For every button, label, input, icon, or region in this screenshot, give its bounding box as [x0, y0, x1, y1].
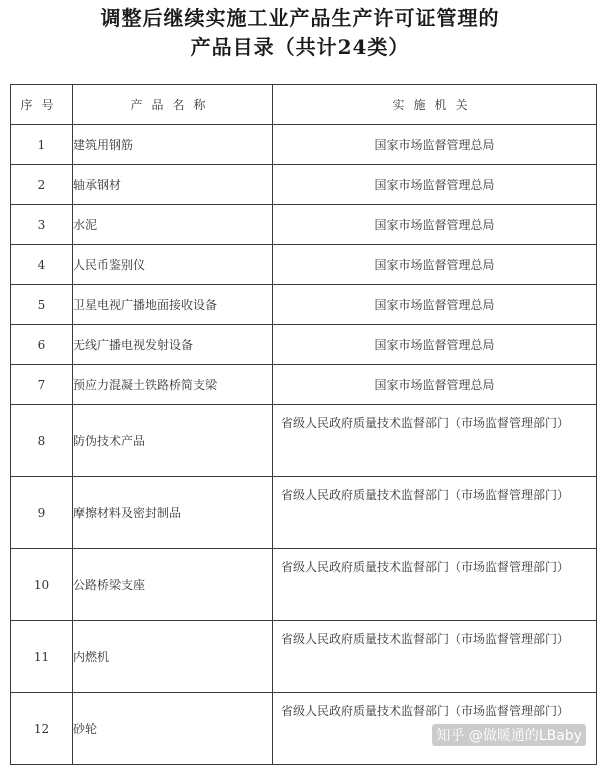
row-number: 2 — [11, 165, 73, 205]
row-number: 1 — [11, 125, 73, 165]
row-agency: 国家市场监督管理总局 — [273, 285, 597, 325]
row-agency: 省级人民政府质量技术监督部门（市场监督管理部门） — [273, 477, 597, 549]
row-number: 3 — [11, 205, 73, 245]
row-number: 11 — [11, 621, 73, 693]
header-product-name: 产品名称 — [73, 85, 273, 125]
row-number: 12 — [11, 693, 73, 765]
title-line-1: 调整后继续实施工业产品生产许可证管理的 — [100, 6, 500, 30]
table-row — [11, 325, 597, 365]
table-row — [11, 285, 597, 325]
row-agency: 国家市场监督管理总局 — [273, 165, 597, 205]
row-product-name: 人民币鉴别仪 — [73, 245, 273, 285]
row-agency: 国家市场监督管理总局 — [273, 205, 597, 245]
table-row — [11, 549, 597, 621]
row-agency: 国家市场监督管理总局 — [273, 325, 597, 365]
document-title — [0, 4, 600, 62]
row-product-name: 轴承钢材 — [73, 165, 273, 205]
table-header-row — [11, 85, 597, 125]
table-row — [11, 621, 597, 693]
table-row — [11, 125, 597, 165]
row-product-name: 摩擦材料及密封制品 — [73, 477, 273, 549]
zhihu-watermark: 知乎 @做暖通的LBaby — [432, 724, 586, 746]
row-number: 10 — [11, 549, 73, 621]
row-agency: 省级人民政府质量技术监督部门（市场监督管理部门） — [273, 693, 597, 765]
row-number: 8 — [11, 405, 73, 477]
table-row — [11, 165, 597, 205]
row-product-name: 卫星电视广播地面接收设备 — [73, 285, 273, 325]
row-agency: 国家市场监督管理总局 — [273, 245, 597, 285]
table-row — [11, 205, 597, 245]
row-agency: 国家市场监督管理总局 — [273, 365, 597, 405]
row-number: 7 — [11, 365, 73, 405]
row-product-name: 防伪技术产品 — [73, 405, 273, 477]
table-row — [11, 365, 597, 405]
row-product-name: 水泥 — [73, 205, 273, 245]
title-line-2: 产品目录（共计24类） — [190, 35, 410, 59]
row-agency: 省级人民政府质量技术监督部门（市场监督管理部门） — [273, 621, 597, 693]
row-product-name: 内燃机 — [73, 621, 273, 693]
row-product-name: 公路桥梁支座 — [73, 549, 273, 621]
row-agency: 国家市场监督管理总局 — [273, 125, 597, 165]
table-row — [11, 405, 597, 477]
product-catalog-table — [10, 84, 597, 765]
row-number: 4 — [11, 245, 73, 285]
row-product-name: 预应力混凝土铁路桥简支梁 — [73, 365, 273, 405]
row-number: 9 — [11, 477, 73, 549]
table-row — [11, 245, 597, 285]
row-product-name: 无线广播电视发射设备 — [73, 325, 273, 365]
row-number: 6 — [11, 325, 73, 365]
row-agency: 省级人民政府质量技术监督部门（市场监督管理部门） — [273, 405, 597, 477]
row-product-name: 建筑用钢筋 — [73, 125, 273, 165]
row-agency: 省级人民政府质量技术监督部门（市场监督管理部门） — [273, 549, 597, 621]
row-number: 5 — [11, 285, 73, 325]
row-product-name: 砂轮 — [73, 693, 273, 765]
header-implementing-agency: 实施机关 — [273, 85, 597, 125]
header-serial-number: 序号 — [11, 85, 73, 125]
table-row — [11, 477, 597, 549]
